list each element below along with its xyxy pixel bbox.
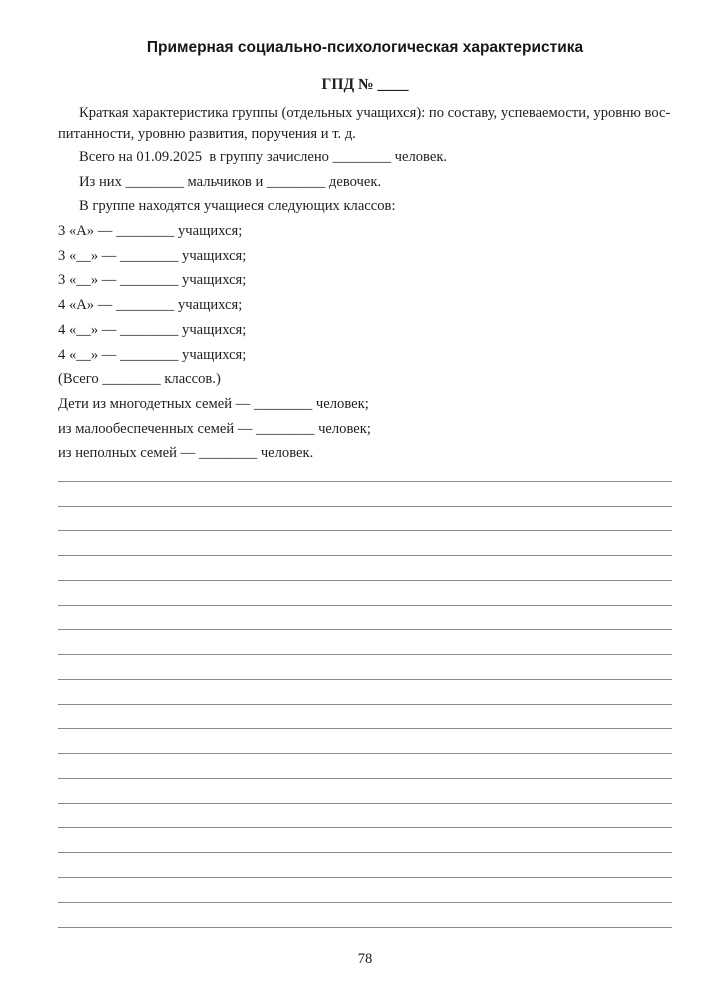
form-line-class-4a: 4 «А» — ________ учащихся; [58, 297, 243, 314]
writing-line [58, 507, 672, 532]
form-line-class-4b: 4 «__» — ________ учащихся; [58, 321, 247, 338]
form-line-class-3a: 3 «А» — ________ учащихся; [58, 223, 243, 240]
intro-paragraph [58, 103, 672, 144]
writing-line [58, 779, 672, 804]
form-line-large-families: Дети из многодетных семей — ________ человек; [58, 396, 369, 413]
fill-in-form [58, 145, 672, 466]
form-line-low-income-families: из малообеспеченных семей — ________ человек; [58, 420, 371, 437]
form-line-single-parent-families: из неполных семей — ________ человек. [58, 445, 314, 462]
form-line-class-4c: 4 «__» — ________ учащихся; [58, 346, 247, 363]
writing-line [58, 729, 672, 754]
writing-line [58, 482, 672, 507]
form-line-class-3c: 3 «__» — ________ учащихся; [58, 272, 247, 289]
writing-line [58, 556, 672, 581]
writing-line [58, 630, 672, 655]
writing-line [58, 903, 672, 928]
writing-line [58, 878, 672, 903]
intro-line-1: Краткая характеристика группы (отдельных учащихся): по составу, успеваемости, уровню вос- [79, 105, 671, 121]
intro-line-2: питанности, уровню развития, поручения и т. д. [58, 125, 356, 142]
writing-line [58, 853, 672, 878]
gpd-number-heading: ГПД № ____ [321, 76, 409, 93]
writing-line [58, 531, 672, 556]
form-line-classes-intro: В группе находятся учащиеся следующих классов: [79, 198, 396, 215]
page-title: Примерная социально-психологическая характеристика [146, 39, 584, 56]
writing-line [58, 804, 672, 829]
writing-line [58, 754, 672, 779]
form-line-class-3b: 3 «__» — ________ учащихся; [58, 247, 247, 264]
writing-lines [58, 457, 672, 928]
writing-line [58, 828, 672, 853]
form-line-boys-girls: Из них ________ мальчиков и ________ девочек. [79, 173, 382, 190]
writing-line [58, 655, 672, 680]
form-line-total-classes: (Всего ________ классов.) [58, 371, 221, 388]
writing-line [58, 680, 672, 705]
writing-line [58, 457, 672, 482]
writing-line [58, 606, 672, 631]
writing-line [58, 705, 672, 730]
page-number: 78 [357, 951, 373, 967]
writing-line [58, 581, 672, 606]
form-line-total-enrolled: Всего на 01.09.2025 в группу зачислено ________ человек. [79, 148, 448, 165]
